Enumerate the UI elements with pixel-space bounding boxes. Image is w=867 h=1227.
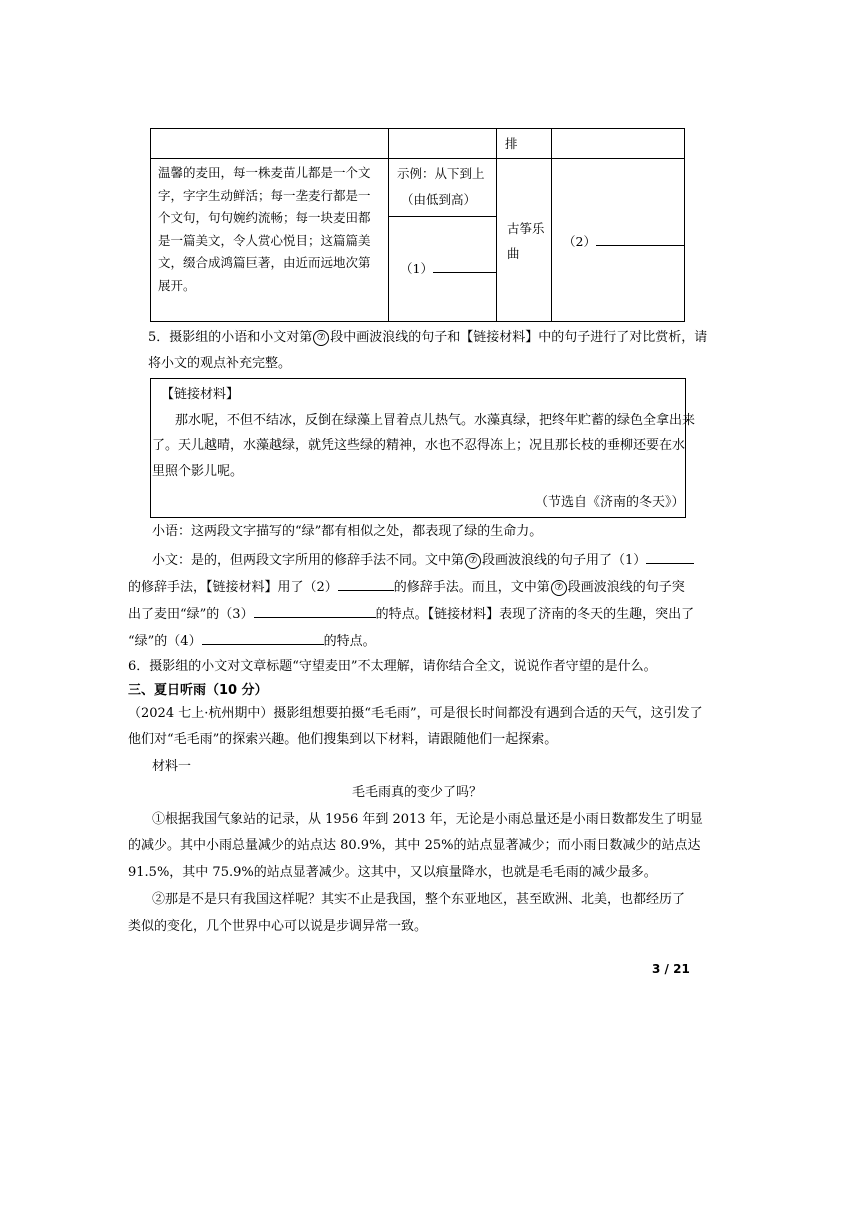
description-line: 展开。	[158, 277, 196, 293]
paragraph-1-line: 的减少。其中小雨总量减少的站点达 80.9%，其中 25%的站点显著减少；而小雨日数减少的站点达	[128, 838, 701, 853]
question-5-line-2: 将小文的观点补充完整。	[148, 356, 292, 371]
link-material-title: 【链接材料】	[161, 387, 240, 402]
paragraph-7-marker: ⑦	[313, 330, 329, 346]
link-material-line: 了。天儿越晴，水藻越绿，就凭这些绿的精神，水也不忍得冻上；况且那长枝的垂柳还要在水	[152, 438, 686, 453]
section-3-heading: 三、夏日听雨（10 分）	[128, 683, 268, 698]
paragraph-7-marker: ⑦	[551, 580, 567, 596]
blank-2-cell	[563, 231, 684, 254]
material-label: 材料一	[152, 759, 192, 774]
answer-blank-2[interactable]	[596, 232, 684, 246]
music-line: 曲	[507, 246, 520, 261]
description-line: 温馨的麦田，每一株麦苗儿都是一个文	[158, 165, 371, 180]
table-cell-row1: 排	[505, 136, 518, 151]
question-5-line-1: 5．摄影组的小语和小文对第 ⑦ 段中画波浪线的句子和【链接材料】中的句子进行了对比赏析，请	[148, 330, 708, 345]
section-3-intro: 他们对“毛毛雨”的探索兴趣。他们搜集到以下材料，请跟随他们一起探索。	[128, 732, 558, 747]
xiaowen-line-4: “绿”的（4） 的特点。	[128, 631, 376, 651]
example-line: 示例：从下到上	[397, 166, 485, 181]
xiaoyu-remark: 小语：这两段文字描写的“绿”都有相似之处，都表现了绿的生命力。	[152, 524, 543, 539]
paragraph-1-line: 91.5%，其中 75.9%的站点显著减少。这其中，又以痕量降水，也就是毛毛雨的减少最多。	[128, 865, 657, 880]
answer-blank-1[interactable]	[433, 259, 497, 273]
paragraph-1-line: ①根据我国气象站的记录，从 1956 年到 2013 年，无论是小雨总量还是小雨日数都发生了明显	[152, 812, 703, 827]
answer-blank-q5-2[interactable]	[338, 577, 394, 591]
description-line: 是一篇美文，令人赏心悦目；这篇篇美	[158, 232, 371, 248]
blank-1-label: （1）	[400, 261, 433, 276]
material-title: 毛毛雨真的变少了吗？	[352, 785, 483, 800]
description-line: 文，缀合成鸿篇巨著，由近而远地次第	[158, 255, 371, 270]
xiaowen-line-3: 出了麦田“绿”的（3） 的特点。【链接材料】表现了济南的冬天的生趣，突出了	[128, 604, 694, 624]
page-number: 3 / 21	[652, 962, 690, 976]
answer-blank-q5-1[interactable]	[646, 550, 694, 564]
example-line: （由低到高）	[401, 192, 477, 207]
table-cell-description	[158, 162, 371, 297]
answer-blank-q5-4[interactable]	[202, 631, 324, 645]
table-divider	[388, 216, 496, 217]
description-line: 个文句，句句婉约流畅；每一块麦田都	[158, 210, 371, 225]
xiaowen-line-2: 的修辞手法，【链接材料】用了（2） 的修辞手法。而且，文中第 ⑦ 段画波浪线的句子突	[128, 577, 685, 597]
paragraph-7-marker: ⑦	[465, 553, 481, 569]
blank-2-label: （2）	[563, 234, 596, 249]
link-material-source: （节选自《济南的冬天》）	[535, 495, 685, 510]
link-material-line: 那水呢，不但不结冰，反倒在绿藻上冒着点儿热气。水藻真绿，把终年贮蓄的绿色全拿出来	[175, 413, 696, 428]
paragraph-2-line: 类似的变化，几个世界中心可以说是步调异常一致。	[128, 919, 428, 934]
music-line: 古筝乐	[507, 221, 545, 236]
description-line: 字，字字生动鲜活；每一垄麦行都是一	[158, 187, 371, 203]
xiaowen-line-1: 小文：是的，但两段文字所用的修辞手法不同。文中第 ⑦ 段画波浪线的句子用了（1）	[152, 550, 694, 570]
question-6: 6．摄影组的小文对文章标题“守望麦田”不太理解，请你结合全文，说说作者守望的是什么。	[128, 659, 657, 674]
paragraph-2-line: ②那是不是只有我国这样呢？其实不止是我国，整个东亚地区，甚至欧洲、北美，也都经历了	[152, 892, 686, 907]
blank-1-cell	[400, 258, 497, 281]
link-material-line: 里照个影儿呢。	[152, 464, 244, 479]
answer-blank-q5-3[interactable]	[254, 604, 376, 618]
section-3-intro: （2024 七上·杭州期中）摄影组想要拍摄“毛毛雨”，可是很长时间都没有遇到合适的天气，这引发了	[128, 706, 703, 721]
table-divider	[151, 158, 684, 159]
